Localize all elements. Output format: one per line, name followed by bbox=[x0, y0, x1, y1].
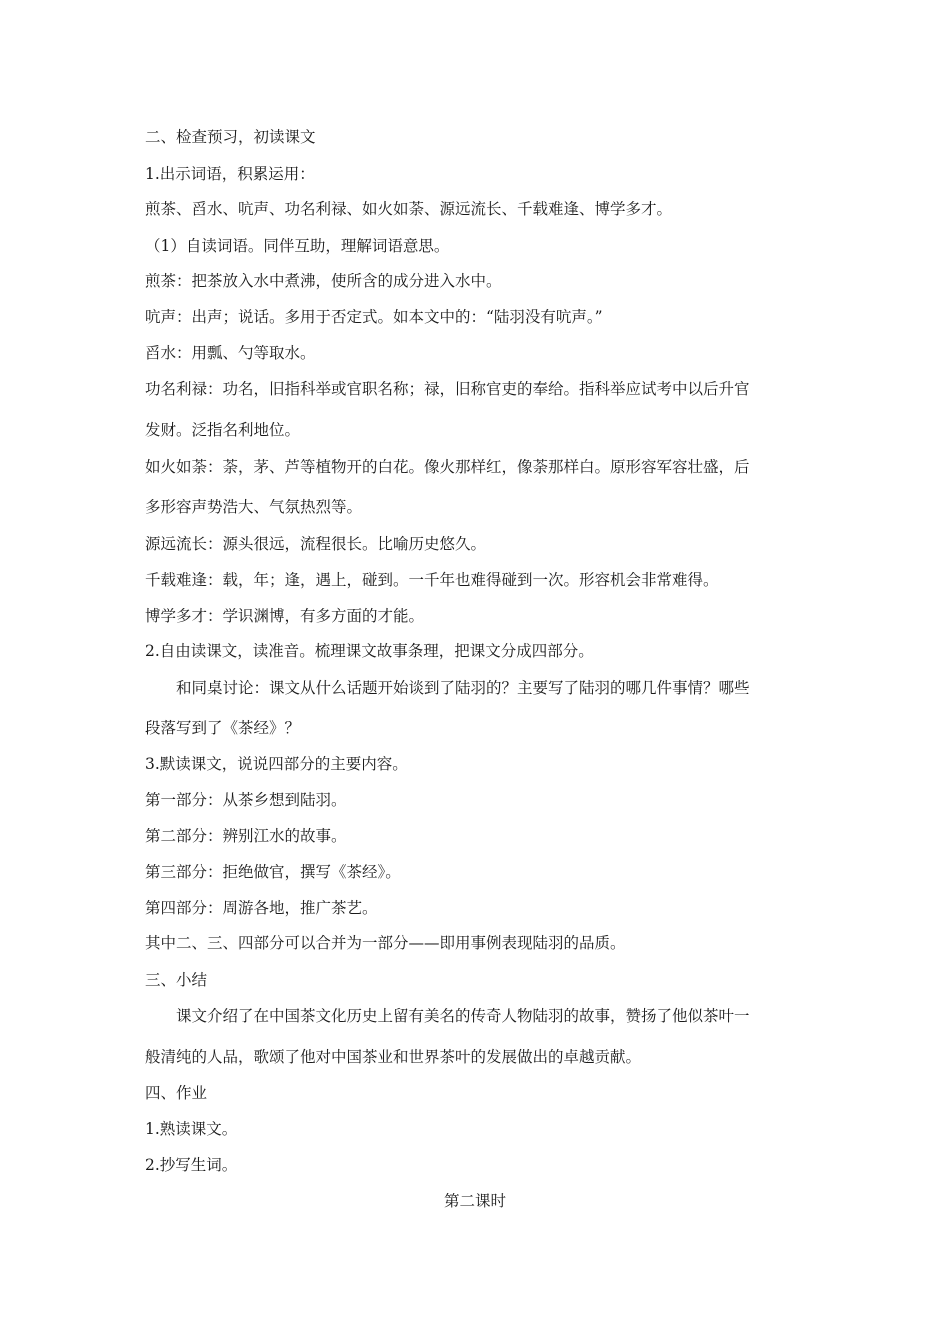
definition-kengsheng: 吭声：出声；说话。多用于否定式。如本文中的：“陆羽没有吭声。” bbox=[145, 308, 603, 326]
definition-yuanyuanliuchang: 源远流长：源头很远，流程很长。比喻历史悠久。 bbox=[145, 535, 487, 553]
discussion-prompt-cont: 段落写到了《茶经》？ bbox=[145, 719, 301, 737]
homework-item-1: 1.熟读课文。 bbox=[145, 1120, 238, 1138]
definition-jiancha: 煎茶：把茶放入水中煮沸，使所含的成分进入水中。 bbox=[145, 272, 502, 290]
section-heading-summary: 三、小结 bbox=[145, 971, 208, 989]
definition-ruhuorutu: 如火如荼：荼，茅、芦等植物开的白花。像火那样红，像荼那样白。原形容军容壮盛，后 bbox=[145, 458, 750, 476]
part-four: 第四部分：周游各地，推广茶艺。 bbox=[145, 899, 378, 917]
definition-gongminglilu: 功名利禄：功名，旧指科举或官职名称；禄，旧称官吏的奉给。指科举应试考中以后升官 bbox=[145, 380, 750, 398]
step-3-heading: 3.默读课文，说说四部分的主要内容。 bbox=[145, 755, 408, 773]
definition-ruhuorutu-cont: 多形容声势浩大、气氛热烈等。 bbox=[145, 498, 363, 516]
discussion-prompt: 和同桌讨论：课文从什么话题开始谈到了陆羽的？主要写了陆羽的哪几件事情？哪些 bbox=[176, 679, 750, 697]
vocabulary-list: 煎茶、舀水、吭声、功名利禄、如火如荼、源远流长、千载难逢、博学多才。 bbox=[145, 200, 673, 218]
lesson-two-title: 第二课时 bbox=[443, 1192, 506, 1210]
definition-boxueduocai: 博学多才：学识渊博，有多方面的才能。 bbox=[145, 607, 425, 625]
definition-gongminglilu-cont: 发财。泛指名利地位。 bbox=[145, 421, 301, 439]
summary-paragraph: 课文介绍了在中国茶文化历史上留有美名的传奇人物陆羽的故事，赞扬了他似茶叶一 bbox=[176, 1007, 750, 1025]
parts-merge-note: 其中二、三、四部分可以合并为一部分——即用事例表现陆羽的品质。 bbox=[145, 934, 626, 952]
step-1-heading: 1.出示词语，积累运用： bbox=[145, 165, 315, 183]
summary-paragraph-cont: 般清纯的人品，歌颂了他对中国茶业和世界茶叶的发展做出的卓越贡献。 bbox=[145, 1048, 642, 1066]
definition-yaoshui: 舀水：用瓢、勺等取水。 bbox=[145, 344, 316, 362]
part-three: 第三部分：拒绝做官，撰写《茶经》。 bbox=[145, 863, 401, 881]
definition-qianzainanfeng: 千载难逢：载，年；逢，遇上，碰到。一千年也难得碰到一次。形容机会非常难得。 bbox=[145, 571, 719, 589]
part-two: 第二部分：辨别江水的故事。 bbox=[145, 827, 347, 845]
section-heading-preview: 二、检查预习，初读课文 bbox=[145, 128, 316, 146]
homework-item-2: 2.抄写生词。 bbox=[145, 1156, 238, 1174]
part-one: 第一部分：从茶乡想到陆羽。 bbox=[145, 791, 347, 809]
step-2-heading: 2.自由读课文，读准音。梳理课文故事条理，把课文分成四部分。 bbox=[145, 642, 594, 660]
section-heading-homework: 四、作业 bbox=[145, 1084, 208, 1102]
vocabulary-instruction: （1）自读词语。同伴互助，理解词语意思。 bbox=[145, 237, 450, 255]
